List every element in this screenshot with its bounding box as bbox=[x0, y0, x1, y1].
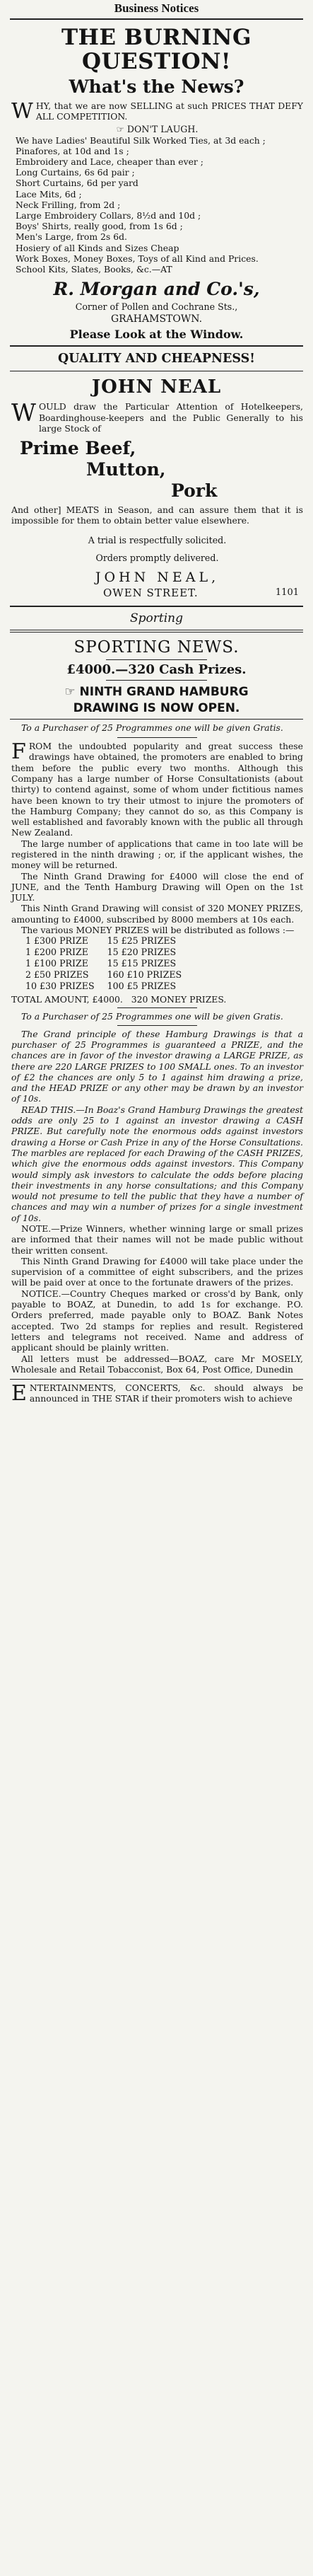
table-row bbox=[20, 947, 189, 958]
late-applications-paragraph: The large number of applications that came in too late will be registered in the ninth drawing ; or, if the applicant wishes, the money will be returned. bbox=[11, 838, 303, 871]
table-cell: 100 £5 PRIZES bbox=[107, 981, 177, 992]
divider bbox=[10, 345, 303, 347]
entertainments-text: NTERTAINMENTS, CONCERTS, &c. should always be announced in THE STAR if their promoters wish to achieve bbox=[29, 1382, 303, 1404]
ad-headline: THE BURNING QUESTION! bbox=[61, 25, 252, 74]
intro-text: OULD draw the Particular Attention of Hotelkeepers, Boardinghouse-keepers and the Public Generally to his large Stock of bbox=[38, 401, 303, 434]
signature-street: OWEN STREET. bbox=[103, 586, 199, 599]
table-row bbox=[20, 981, 189, 992]
hamburg-drawing-advert bbox=[0, 637, 313, 1375]
drop-cap: E bbox=[11, 1381, 27, 1407]
list-item: Lace Mits, 6d ; bbox=[16, 188, 82, 200]
prize-total: TOTAL AMOUNT, £4000. 320 MONEY PRIZES. bbox=[11, 994, 227, 1005]
prize-summary: £4000.—320 Cash Prizes. bbox=[66, 662, 247, 677]
list-item: Large Embroidery Collars, 8½d and 10d ; bbox=[16, 210, 201, 221]
prize-table bbox=[20, 935, 189, 992]
table-cell: 1 £200 PRIZE bbox=[25, 947, 88, 958]
meats-paragraph: And other] MEATS in Season, and can assure them that it is impossible for them to obtain better value elsewhere. bbox=[11, 504, 303, 526]
list-item: Boys' Shirts, really good, from 1s 6d ; bbox=[16, 221, 183, 232]
list-item: Short Curtains, 6d per yard bbox=[16, 178, 138, 189]
goods-list bbox=[11, 135, 303, 275]
table-cell: 1 £100 PRIZE bbox=[25, 958, 88, 969]
signature-street-row bbox=[11, 586, 303, 600]
divider bbox=[10, 18, 303, 20]
list-item: Long Curtains, 6s 6d pair ; bbox=[16, 167, 135, 178]
table-cell: 1 £300 PRIZE bbox=[25, 935, 88, 947]
drop-cap: F bbox=[11, 739, 26, 765]
divider bbox=[10, 630, 303, 633]
supervision-paragraph: This Ninth Grand Drawing for £4000 will take place under the supervision of a committee of eight subscribers, and the prizes will be paid over at once to the fortunate drawers of the prizes. bbox=[11, 1255, 303, 1288]
page-header: Business Notices bbox=[114, 1, 199, 15]
intro-text: ROM the undoubted popularity and great success these drawings have obtained, the promoters are enabled to bring them before the public every two months. Although this Company has a large number of Horse Consultationists (about thirty) to contend against, some of whom under fictitious names have been known to try their utmost to injure the promoters of the Hamburg Company; they cannot do so, as this Company is well established and favorably known with the public all through New Zealand. bbox=[11, 741, 303, 838]
table-cell: 15 £25 PRIZES bbox=[107, 935, 177, 947]
signature-name: JOHN NEAL, bbox=[95, 569, 220, 585]
winners-note: NOTE.—Prize Winners, whether winning large or small prizes are informed that their names will not be made public without their written consent. bbox=[11, 1223, 303, 1256]
divider bbox=[117, 1007, 197, 1008]
divider bbox=[106, 680, 207, 681]
reference-number: 1101 bbox=[275, 587, 299, 598]
trial-line: A trial is respectfully solicited. bbox=[88, 534, 227, 545]
intro-paragraph bbox=[11, 741, 303, 838]
list-item: Embroidery and Lace, cheaper than ever ; bbox=[16, 156, 203, 167]
drop-cap: W bbox=[11, 99, 33, 124]
firm-address: Corner of Pollen and Cochrane Sts., bbox=[75, 301, 238, 313]
entertainments-advert bbox=[0, 1381, 313, 1407]
mutton: Mutton, bbox=[86, 459, 166, 480]
banner-line-2: DRAWING IS NOW OPEN. bbox=[73, 700, 240, 715]
distribution-intro: The various MONEY PRIZES will be distributed as follows :— bbox=[21, 925, 295, 936]
table-row bbox=[20, 958, 189, 969]
intro-paragraph bbox=[11, 401, 303, 434]
table-row bbox=[20, 935, 189, 947]
butcher-name: JOHN NEAL bbox=[91, 376, 222, 398]
read-this-paragraph: READ THIS.—In Boaz's Grand Hamburg Drawings the greatest odds are only 25 to 1 against an investor drawing a CASH PRIZE. But carefully note the enormous odds against investors drawing a Horse or Cash Prize in any of the Horse Consultations. The marbles are replaced for each Drawing of the CASH PRIZES, which give the enormous odds against investors. This Company would simply ask investors to calculate the odds before placing their investments in any horse consultations; and this Company would not presume to tell the public that they have a number of chances and may win a number of prizes for a single investment of 10s. bbox=[11, 1104, 303, 1223]
list-item: Pinafores, at 10d and 1s ; bbox=[16, 145, 129, 156]
list-item: Hosiery of all Kinds and Sizes Cheap bbox=[16, 242, 179, 253]
principle-paragraph: The Grand principle of these Hamburg Drawings is that a purchaser of 25 Programmes is guaranteed a PRIZE, and the chances are in favor of the investor drawing a LARGE PRIZE, as there are 220 LARGE PRIZES to 100 SMALL ones. To an investor of £2 the chances are only 5 to 1 against him drawing a prize, and the HEAD PRIZE or any other may be drawn by an investor of 10s. bbox=[11, 1028, 303, 1104]
drop-cap: W bbox=[11, 399, 36, 428]
divider bbox=[10, 719, 303, 720]
morgan-advert bbox=[0, 23, 313, 342]
list-item: Work Boxes, Money Boxes, Toys of all Kind and Prices. bbox=[16, 253, 259, 264]
table-cell: 2 £50 PRIZES bbox=[25, 969, 89, 981]
banner-line-1: ☞ NINTH GRAND HAMBURG bbox=[64, 684, 249, 699]
gratis-note: To a Purchaser of 25 Programmes one will be given Gratis. bbox=[21, 1011, 283, 1022]
cheques-notice: NOTICE.—Country Cheques marked or cross'd by Bank, only payable to BOAZ, at Dunedin, to add 1s for exchange. P.O. Orders preferred, made payable only to BOAZ. Bank Notes accepted. Two 2d stamps for replies and result. Registered letters and telegrams not received. Name and address of applicant should be plainly written. bbox=[11, 1288, 303, 1353]
ad-headline: QUALITY AND CHEAPNESS! bbox=[58, 352, 255, 366]
window-notice: Please Look at the Window. bbox=[69, 328, 244, 342]
orders-line: Orders promptly delivered. bbox=[95, 552, 219, 563]
table-row bbox=[20, 969, 189, 981]
gratis-note: To a Purchaser of 25 Programmes one will be given Gratis. bbox=[21, 722, 283, 733]
pork: Pork bbox=[171, 480, 218, 502]
ad-subhead: What's the News? bbox=[69, 76, 244, 97]
closing-dates-paragraph: The Ninth Grand Drawing for £4000 will close the end of JUNE, and the Tenth Hamburg Drawing will Open on the 1st JULY. bbox=[11, 870, 303, 903]
list-item: Neck Frilling, from 2d ; bbox=[16, 199, 121, 210]
section-heading: Sporting bbox=[130, 611, 183, 625]
table-cell: 15 £20 PRIZES bbox=[107, 947, 177, 958]
table-cell: 15 £15 PRIZES bbox=[107, 958, 177, 969]
divider bbox=[106, 659, 207, 660]
dont-laugh-line: ☞ DON'T LAUGH. bbox=[116, 123, 199, 134]
firm-town: GRAHAMSTOWN. bbox=[110, 313, 203, 325]
intro-text: HY, that we are now SELLING at such PRICES THAT DEFY ALL COMPETITION. bbox=[35, 100, 303, 122]
address-paragraph: All letters must be addressed—BOAZ, care Mr MOSELY, Wholesale and Retail Tobacconist, Box 64, Post Office, Dunedin bbox=[11, 1353, 303, 1375]
divider bbox=[10, 606, 303, 607]
table-cell: 160 £10 PRIZES bbox=[107, 969, 182, 981]
intro-paragraph bbox=[11, 100, 303, 122]
divider bbox=[10, 1379, 303, 1380]
table-cell: 10 £30 PRIZES bbox=[25, 981, 95, 992]
john-neal-advert bbox=[0, 350, 313, 599]
prime-beef: Prime Beef, bbox=[20, 438, 136, 459]
divider bbox=[117, 737, 197, 738]
ad-headline: SPORTING NEWS. bbox=[73, 637, 240, 657]
prize-count-paragraph: This Ninth Grand Drawing will consist of 320 MONEY PRIZES, amounting to £4000, subscribed by 8000 members at 10s each. bbox=[11, 903, 303, 925]
list-item: School Kits, Slates, Books, &c.—AT bbox=[16, 264, 172, 275]
firm-name: R. Morgan and Co.'s, bbox=[53, 279, 260, 300]
list-item: We have Ladies' Beautiful Silk Worked Ties, at 3d each ; bbox=[16, 134, 266, 146]
divider bbox=[117, 1025, 197, 1026]
entertainments-paragraph bbox=[11, 1381, 303, 1407]
list-item: Men's Large, from 2s 6d. bbox=[16, 231, 127, 243]
